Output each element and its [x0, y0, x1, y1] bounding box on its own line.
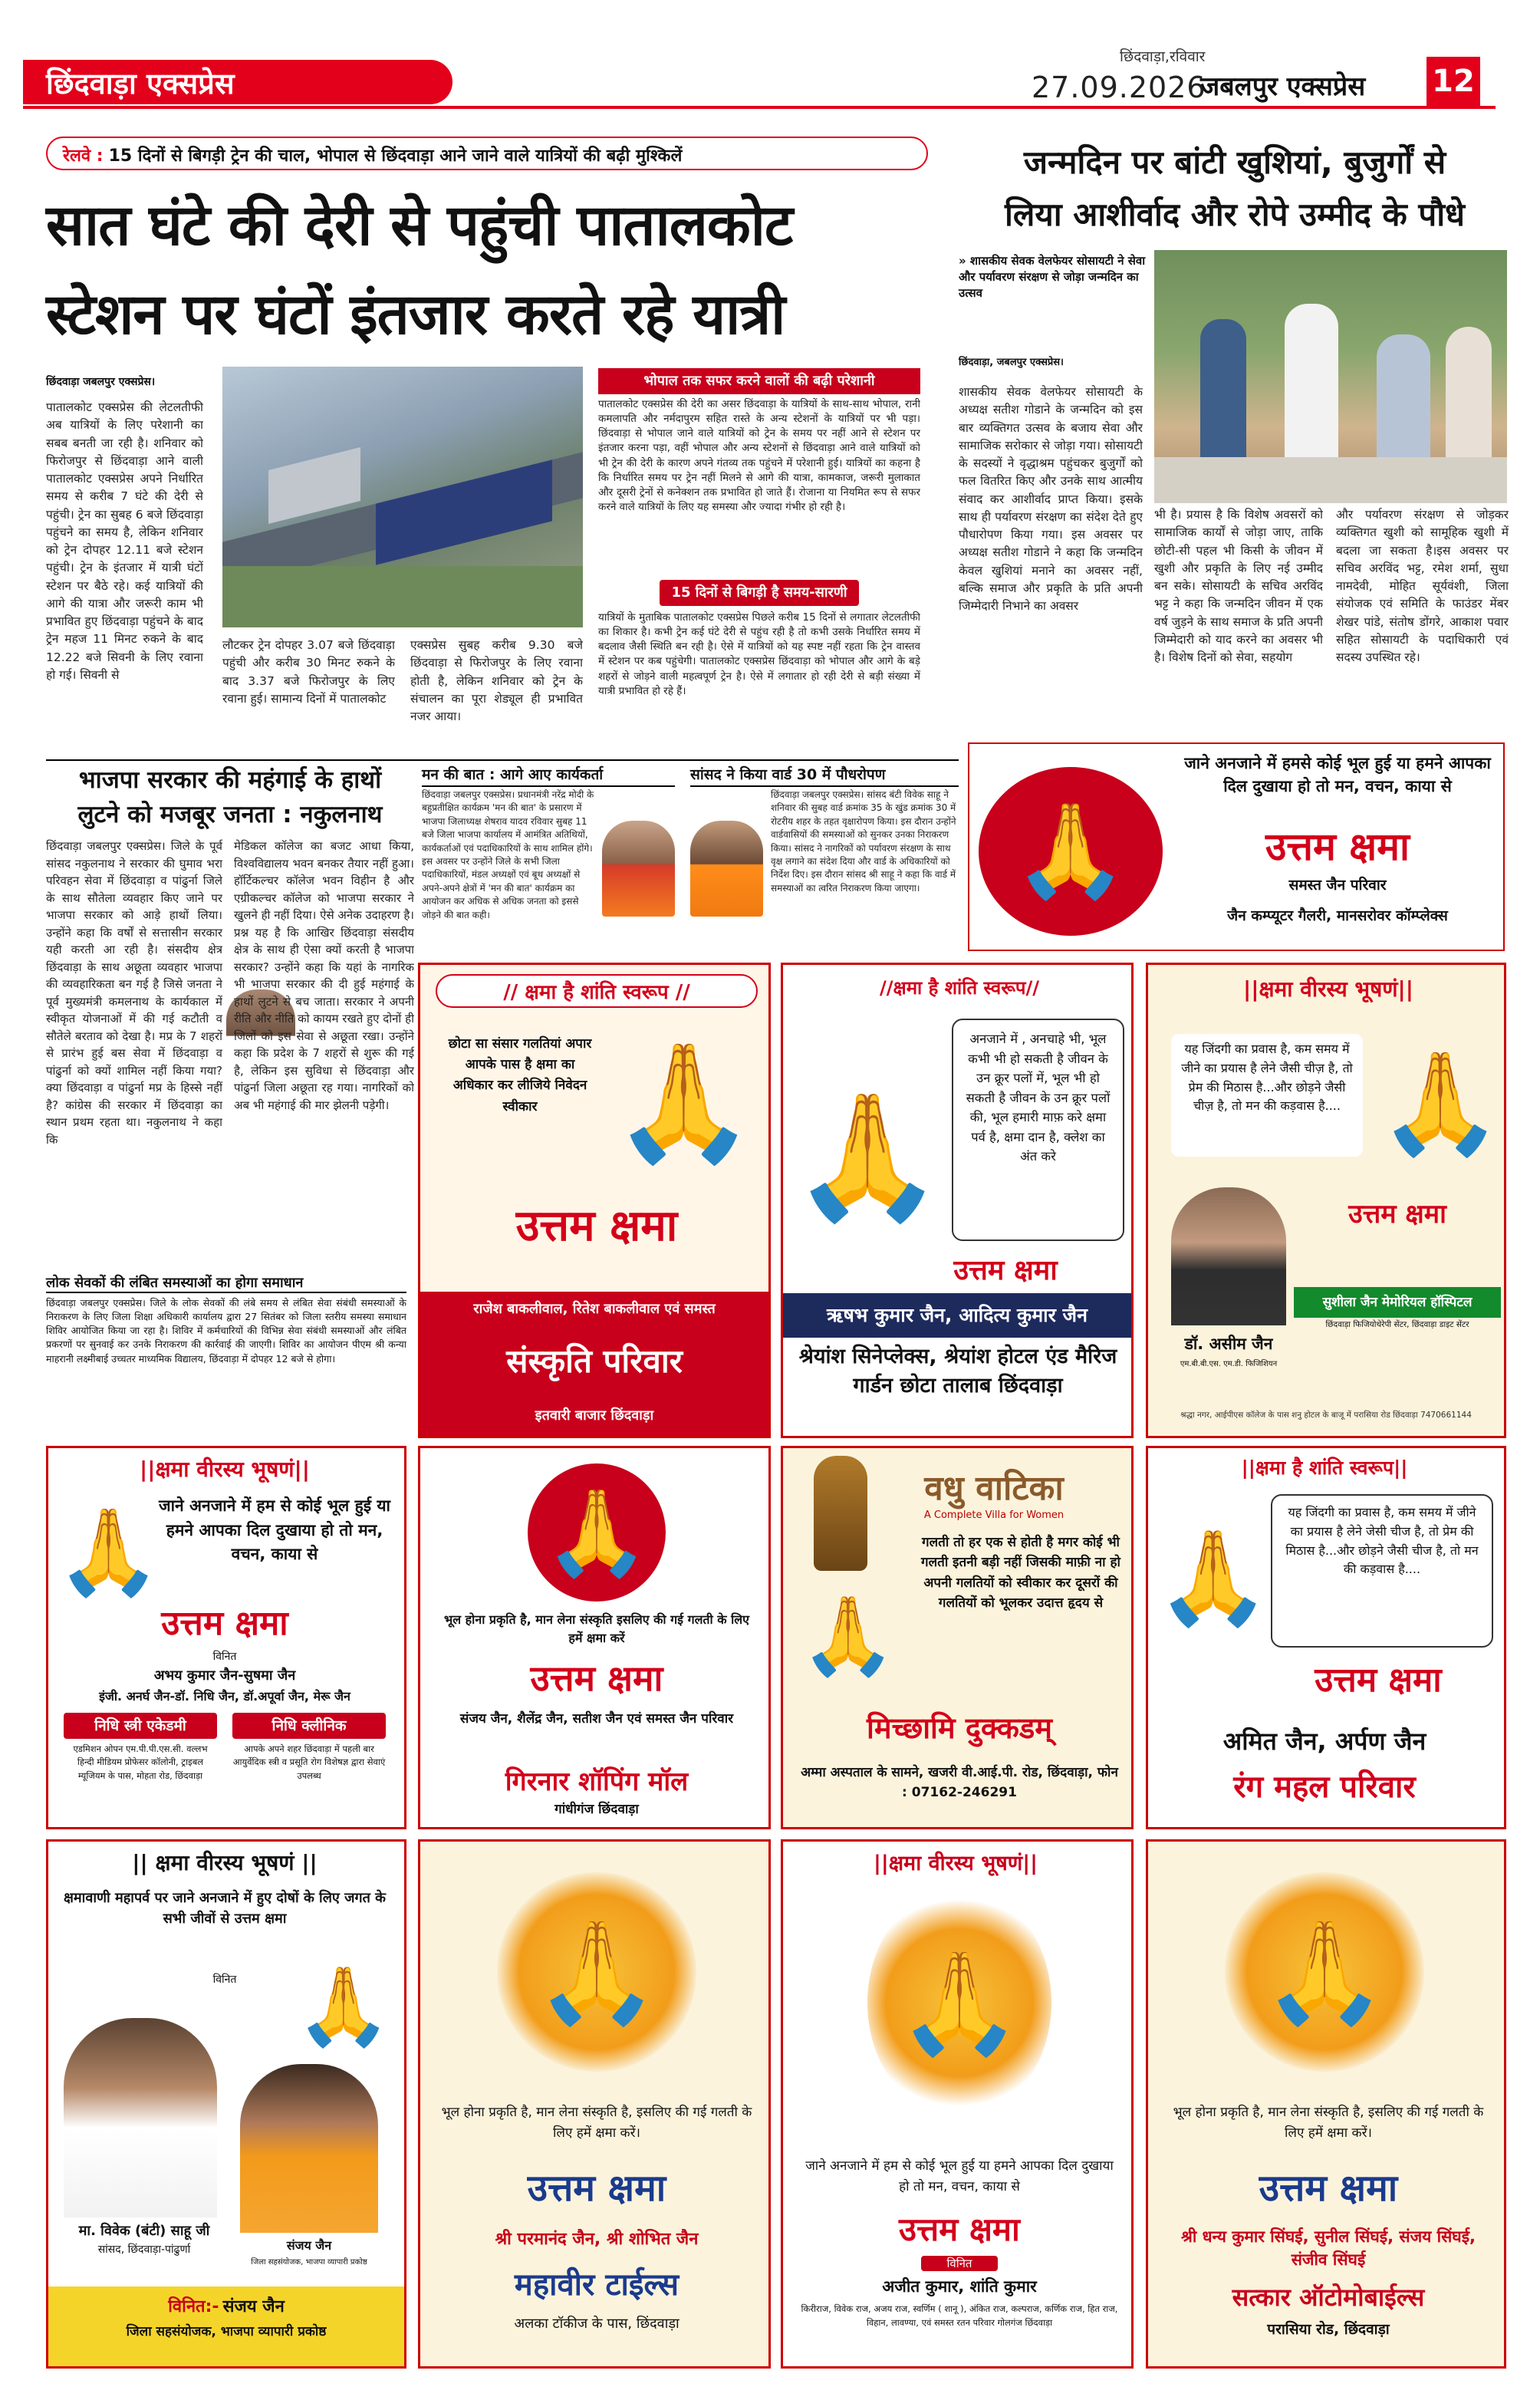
ad-computer-footer: जैन कम्प्यूटर गैलरी, मानसरोवर कॉम्प्लेक्स	[1227, 907, 1448, 924]
birthday-headline-2: लिया आशीर्वाद और रोपे उम्मीद के पौधे	[1005, 196, 1465, 233]
praying-hands-icon: 🙏	[800, 1591, 897, 1681]
ad-girnar-place: गांधीगंज छिंदवाड़ा	[554, 1802, 639, 1817]
praying-hands-icon: 🙏	[867, 1888, 1051, 2118]
birthday-byline: छिंदवाड़ा, जबलपुर एक्सप्रेस।	[959, 357, 1064, 368]
birthday-kicker: » शासकीय सेवक वेलफेयर सोसायटी ने सेवा और पर्यावरण संरक्षण से जोड़ा जन्मदिन का उत्सव	[959, 254, 1146, 300]
ad-girnar	[418, 1446, 771, 1829]
ad-sanskriti-place: इतवारी बाजार छिंदवाड़ा	[420, 1396, 768, 1436]
ad-sanskriti	[418, 963, 771, 1438]
lok-headline: लोक सेवकों की लंबित समस्याओं का होगा समाधान	[46, 1273, 406, 1293]
masthead-rule	[23, 106, 1496, 109]
ad-satkar-text: भूल होना प्रकृति है, मान लेना संस्कृति है, इसलिए की गई गलती के लिए हमें क्षमा करें।	[1173, 2105, 1484, 2142]
ad-vivek	[46, 1839, 406, 2369]
sanjay-photo	[240, 2064, 378, 2233]
lead-headline-1: सात घंटे की देरी से पहुंची पातालकोट	[46, 193, 793, 258]
ad-nidhi-text: जाने अनजाने में हम से कोई भूल हुई या हमने आपका दिल दुखाया हो तो मन, वचन, काया से	[159, 1496, 390, 1563]
praying-hands-icon: 🙏	[497, 1872, 696, 2072]
ad-vadhu-text: गलती तो हर एक से होती है मगर कोई भी गलती इतनी बड़ी नहीं जिसकी माफ़ी ना हो अपनी गलतियों को स्वीकार कर दूसरों की गलतियों को भूलकर उदात्त हृदय से	[921, 1535, 1120, 1612]
ad-nidhi-names: अभय कुमार जैन-सुषमा जैन	[153, 1667, 296, 1684]
doctor-photo	[1171, 1187, 1286, 1325]
ad-sanskriti-text: छोटा सा संसार गलतियां अपार आपके पास है क्षमा का अधिकार कर लीजिये निवेदन स्वीकार	[448, 1036, 592, 1114]
ad-ajit-title: उत्तम क्षमा	[899, 2211, 1020, 2248]
ad-vivek-person1-role: सांसद, छिंदवाड़ा-पांढुर्णा	[97, 2244, 191, 2256]
mann-text: छिंदवाड़ा जबलपुर एक्सप्रेस। प्रधानमंत्री नरेंद्र मोदी के बहुप्रतीक्षित कार्यक्रम 'मन की बात' के प्रसारण में भाजपा जिलाध्यक्ष शेषराव यादव रविवार सुबह 11 बजे जिला भाजपा कार्यालय में आमंत्रित अतिथियों, कार्यकर्ताओं एवं पदाधिकारियों के साथ शामिल होंगे। इस अवसर पर उन्होंने जिले के सभी जिला पदाधिकारियों, मंडल अध्यक्षों एवं बूथ अध्यक्षों से अपने-अपने क्षेत्रों में 'मन की बात' कार्यक्रम का आयोजन कर अधिक से अधिक जनता को इससे जोड़ने की बात कही।	[422, 789, 594, 920]
station-photo	[222, 367, 583, 627]
railway-text: 15 दिनों से बिगड़ी ट्रेन की चाल, भोपाल से छिंदवाड़ा आने जाने वाले यात्रियों की बढ़ी मुश्किलें	[108, 147, 683, 166]
ad-computer-sub: समस्त जैन परिवार	[1288, 877, 1387, 894]
ad-rishabh	[781, 963, 1134, 1438]
ad-girnar-text: भूल होना प्रकृति है, मान लेना संस्कृति इसलिए की गई गलती के लिए हमें क्षमा करें	[444, 1612, 749, 1645]
sansad-text: छिंदवाड़ा जबलपुर एक्सप्रेस। सांसद बंटी विवेक साहू ने शनिवार की सुबह वार्ड क्रमांक 35 के खुंड क्रमांक 30 में रोटरीय शहर के तहत वृक्षारोपण किया। इस दौरान उन्होंने वार्डवासियों की समस्याओं को सुनकर उनका निराकरण किया। सांसद ने नागरिकों को पर्यावरण संरक्षण के साथ वृक्ष लगाने का संदेश दिया और वार्ड के अधिकारियों को निर्देश दिए। इस दौरान सांसद श्री साहू ने कहा कि वार्ड में समस्याओं का त्वरित निराकरण किया जाएगा।	[771, 789, 956, 894]
ad-nidhi-box1-text: एडमिशन ओपन एम.पी.पी.एस.सी. वल्लभ हिन्दी मीडियम प्रोफेसर कॉलोनी, ट्राइबल म्यूजियम के पास, मोहता रोड, छिंदवाड़ा	[73, 1743, 208, 1781]
ad-computer-text: जाने अनजाने में हमसे कोई भूल हुई या हमने आपका दिल दुखाया हो तो मन, वचन, काया से	[1184, 754, 1491, 796]
ad-sanskriti-banner: // क्षमा है शांति स्वरूप //	[436, 974, 758, 1008]
mann-headline: मन की बात : आगे आए कार्यकर्ता	[422, 764, 675, 787]
ad-rishabh-poem: अनजाने में , अनचाहे भी, भूल कभी भी हो सकती है जीवन के उन क्रूर पलों में, भूल भी हो सकती है जीवन के उन क्रूर पलों की, भूल हमारी माफ़ करे क्षमा पर्व है, क्षमा दान है, क्लेश का अंत करे	[952, 1019, 1124, 1241]
ad-rangmahal-title: उत्तम क्षमा	[1315, 1661, 1442, 1700]
lead-col1: पातालकोट एक्सप्रेस की लेटलतीफी अब यात्रियों के लिए परेशानी का सबब बनती जा रही है। शनिवार को फिरोजपुर से छिंदवाड़ा आने वाली पातालकोट एक्सप्रेस अपने निर्धारित समय से करीब 7 घंटे की देरी से पहुंची। ट्रेन का सुबह 6 बजे छिंदवाड़ा पहुंचने का समय है, लेकिन शनिवार को ट्रेन दोपहर 12.11 बजे स्टेशन पहुंची। ट्रेन के इंतजार में यात्री घंटों स्टेशन पर बैठे रहे। कई यात्रियों की आगे की यात्रा और जरूरी काम भी प्रभावित हुए छिंदवाड़ा पहुंचने के बाद ट्रेन महज 11 मिनट रुकने के बाद 12.22 बजे सिवनी के लिए रवाना हो गई। सिवनी से	[46, 400, 203, 682]
ad-nidhi-box1: निधि स्त्री एकेडमी	[64, 1713, 217, 1739]
ad-vivek-vinit: विनित	[212, 1974, 237, 1986]
ad-sanskriti-title: उत्तम क्षमा	[515, 1200, 678, 1251]
ad-mahavir-title: उत्तम क्षमा	[527, 2167, 666, 2210]
paper-name: जबलपुर एक्सप्रेस	[1200, 71, 1366, 102]
ad-nidhi-vinit: विनित	[212, 1651, 237, 1663]
birthday-col1: शासकीय सेवक वेलफेयर सोसायटी के अध्यक्ष सतीश गोडाने के जन्मदिन को इस बार व्यक्तिगत उत्सव के बजाय सेवा और सामाजिक सरोकार से जोड़ा गया। सोसायटी के सदस्यों ने वृद्धाश्रम पहुंचकर बुजुर्गों को फल वितरित किए और उनके साथ आत्मीय संवाद कर आशीर्वाद प्राप्त किया। इसके साथ ही पर्यावरण संरक्षण का संदेश देते हुए पौधारोपण किया गया। इस अवसर पर अध्यक्ष सतीश गोडाने ने कहा कि जन्मदिन केवल खुशियां मनाने का अवसर नहीं, बल्कि समाज और प्रकृति के प्रति अपनी जिम्मेदारी निभाने का अवसर	[959, 385, 1143, 613]
ad-vivek-footer-label: विनित:-	[168, 2297, 219, 2316]
ad-satkar-place: परासिया रोड, छिंदवाड़ा	[1267, 2321, 1390, 2338]
ad-vivek-banner: || क्षमा वीरस्य भूषणं ||	[132, 1850, 318, 1875]
page-number: 12	[1426, 57, 1480, 106]
woman-figure-icon	[814, 1456, 867, 1571]
praying-hands-icon: 🙏	[1156, 1525, 1271, 1631]
ad-rangmahal-banner: ||क्षमा है शांति स्वरूप||	[1241, 1457, 1408, 1479]
ad-sushila-title: उत्तम क्षमा	[1348, 1199, 1446, 1230]
ad-satkar-business: सत्कार ऑटोमोबाईल्स	[1232, 2283, 1425, 2312]
praying-hands-icon: 🙏	[1225, 1872, 1424, 2072]
lead-headline-2: स्टेशन पर घंटों इंतजार करते रहे यात्री	[46, 281, 785, 347]
ad-vivek-text: क्षमावाणी महापर्व पर जाने अनजाने में हुए दोषों के लिए जगत के सभी जीवों से उत्तम क्षमा	[64, 1890, 386, 1927]
birthday-photo	[1154, 250, 1507, 503]
ad-vivek-footer-name: संजय जैन	[222, 2297, 285, 2316]
lead-box1-title: भोपाल तक सफर करने वालों की बढ़ी परेशानी	[598, 368, 920, 394]
ad-vadhu-address: अम्मा अस्पताल के सामने, खजरी वी.आई.पी. रोड, छिंदवाड़ा, फोन : 07162-246291	[801, 1765, 1118, 1801]
ad-satkar-names: श्री धन्य कुमार सिंघई, सुनील सिंघई, संजय सिंघई, संजीव सिंघई	[1181, 2227, 1476, 2270]
ad-nidhi-title: उत्तम क्षमा	[161, 1604, 288, 1643]
ad-rangmahal-text: यह जिंदगी का प्रवास है, कम समय में जीने का प्रयास है लेने जेसी चीज है, तो प्रेम की मिठास है...और छोड़ने जैसी चीज है, तो मन की कड़वास है....	[1271, 1494, 1493, 1648]
ad-sanskriti-family: संस्कृति परिवार	[420, 1327, 768, 1396]
ad-sanskriti-names: राजेश बाकलीवाल, रितेश बाकलीवाल एवं समस्त	[420, 1292, 768, 1327]
ad-nidhi	[46, 1446, 406, 1829]
ad-sushila-doctor: डॉ. असीम जैन	[1184, 1335, 1273, 1353]
ad-computer-gallery	[968, 742, 1505, 951]
praying-hands-icon: 🙏	[1378, 1045, 1502, 1161]
praying-hands-icon: 🙏	[612, 1036, 755, 1170]
bjp-col1: छिंदवाड़ा जबलपुर एक्सप्रेस। जिले के पूर्व सांसद नकुलनाथ ने सरकार की घुमाव भरा परिवहन सेवा में छिंदवाड़ा व पांढुर्ना जिले के साथ सौतेला व्यवहार किए जाने पर भाजपा सरकार को आड़े हाथों लिया। उन्होंने कहा कि वर्षों से सत्तासीन सरकार यही करती आ रही है। संसदीय क्षेत्र छिंदवाड़ा के साथ अछूता व्यवहार भाजपा की व्यवहारिकता बन गई है जिसे जनता ने पूर्व मुख्यमंत्री कमलनाथ के कार्यकाल में स्वीकृत योजनाओं में की गई कटौती व सौतेले बरताव को देखा है। मप्र के 7 शहरों से प्रारंभ हुई बस सेवा में छिंदवाड़ा व पांढुर्ना को क्यों शामिल नहीं किया गया? क्या छिंदवाड़ा व पांढुर्ना मप्र के हिस्से नहीं है? कांग्रेस की सरकार में छिंदवाड़ा का स्थान प्रथम रहता था। नकुलनाथ ने कहा कि	[46, 839, 222, 1147]
dateline: छिंदवाड़ा,रविवार	[1120, 48, 1206, 65]
masthead: छिंदवाड़ा एक्सप्रेस	[23, 60, 452, 104]
ad-nidhi-names2: इंजी. अनर्घ जैन-डॉ. निधि जैन, डॉ.अपूर्वा जैन, मेरू जैन	[99, 1689, 350, 1704]
ad-nidhi-box2-text: आपके अपने शहर छिंदवाड़ा में पहली बार आयुर्वेदिक स्त्री व प्रसूति रोग विशेषज्ञ द्वारा सेवाएं उपलब्ध	[232, 1743, 386, 1781]
date: 27.09.2026	[1032, 71, 1206, 104]
lead-box2-text: यात्रियों के मुताबिक पातालकोट एक्सप्रेस पिछले करीब 15 दिनों से लगातार लेटलतीफी का शिकार है। कभी ट्रेन कई घंटे देरी से पहुंच रही है तो कभी उसके निर्धारित समय में बदलाव जैसी स्थिति बन रही है। ऐसे में यात्रियों को यह स्पष्ट नहीं रहता कि ट्रेन वास्तव में स्टेशन पर कब पहुंचेगी। पातालकोट एक्सप्रेस छिंदवाड़ा को भोपाल और आगे के बड़े शहरों से जोड़ने वाली महत्वपूर्ण ट्रेन है। ऐसे में लगातार हो रही देरी से बड़ी संख्या में यात्री प्रभावित हो रहे हैं।	[598, 611, 920, 697]
praying-hands-icon: 🙏	[791, 1085, 944, 1228]
ad-ajit-vinit: विनित	[921, 2256, 998, 2271]
ad-mahavir-names: श्री परमानंद जैन, श्री शोभित जैन	[495, 2230, 699, 2249]
ad-sushila	[1146, 963, 1506, 1438]
ad-girnar-title: उत्तम क्षमा	[530, 1658, 663, 1699]
vivek-photo	[64, 2018, 217, 2217]
ad-girnar-names: संजय जैन, शैलेंद्र जैन, सतीश जैन एवं समस्त जैन परिवार	[459, 1711, 734, 1727]
ad-sushila-hospital: सुशीला जैन मेमोरियल हॉस्पिटल	[1294, 1287, 1501, 1318]
ad-computer-title: उत्तम क्षमा	[1265, 824, 1410, 869]
bjp-headline-1: भाजपा सरकार की महंगाई के हाथों	[78, 766, 382, 794]
birthday-col3: और पर्यावरण संरक्षण से जोड़कर व्यक्तिगत खुशी को सामूहिक खुशी में बदला जा सकता है।इस अवसर पर सचिव अरविंद भट्ट, रमेश शर्मा, सुधा नामदेवी, मोहित सूर्यवंशी, जिला संयोजक एवं समिति के फाउंडर मेंबर शेखर पांडे, संतोष डोंगरे, आकाश पवार सहित सोसायटी के पदाधिकारी एवं सदस्य उपस्थित रहे।	[1336, 508, 1509, 664]
praying-hands-icon: 🙏	[295, 1961, 392, 2051]
ad-ajit-banner: ||क्षमा वीरस्य भूषणं||	[873, 1852, 1038, 1875]
sheshrao-photo	[602, 821, 675, 917]
railway-tag: रेलवे :	[63, 147, 104, 166]
railway-strip	[46, 137, 928, 170]
ad-vadhu-title: मिच्छामि दुक्कडम्	[867, 1710, 1052, 1745]
rule-h1	[46, 759, 959, 761]
ad-rishabh-title: उत्तम क्षमा	[953, 1254, 1058, 1286]
ad-mahavir	[418, 1839, 771, 2369]
ad-satkar	[1146, 1839, 1506, 2369]
ad-vivek-footer-role: जिला सहसंयोजक, भाजपा व्यापारी प्रकोष्ठ	[126, 2324, 327, 2339]
ad-ajit	[781, 1839, 1134, 2369]
lead-box2-title: 15 दिनों से बिगड़ी है समय-सारणी	[660, 580, 859, 606]
ad-nidhi-box2: निधि क्लीनिक	[232, 1713, 386, 1739]
ad-rishabh-banner: //क्षमा है शांति स्वरूप//	[879, 977, 1040, 999]
ad-ajit-text: जाने अनजाने में हम से कोई भूल हुई या हमने आपका दिल दुखाया हो तो मन, वचन, काया से	[805, 2158, 1114, 2195]
ad-mahavir-business: महावीर टाईल्स	[514, 2267, 680, 2303]
lead-col2: लौटकर ट्रेन दोपहर 3.07 बजे छिंदवाड़ा पहुंची और करीब 30 मिनट रुकने के बाद 3.37 बजे फिरोजपुर के लिए रवाना हुई। सामान्य दिनों में पातालकोट	[222, 638, 395, 706]
lok-text: छिंदवाड़ा जबलपुर एक्सप्रेस। जिले के लोक सेवकों की लंबे समय से लंबित सेवा संबंधी समस्याओं के निराकरण के लिए जिला शिक्षा अधिकारी कार्यालय द्वारा 27 सितंबर को जिला स्तरीय समस्या समाधान शिविर आयोजित किया जा रहा है। शिविर में कर्मचारियों की विभिन्न सेवा संबंधी समस्याओं और लंबित प्रकरणों पर सुनवाई कर उनके निराकरण की कार्रवाई की जाएगी। शिविर का आयोजन पीएम श्री कन्या माहरानी लक्ष्मीबाई उच्चतर माध्यमिक विद्यालय, छिंदवाड़ा में दोपहर 12 बजे से होगा।	[46, 1297, 406, 1365]
bjp-headline-2: लुटने को मजबूर जनता : नकुलनाथ	[77, 801, 383, 828]
ad-sushila-banner: ||क्षमा वीरस्य भूषणं||	[1243, 976, 1413, 1002]
ad-mahavir-place: अलका टॉकीज के पास, छिंदवाड़ा	[514, 2316, 680, 2332]
lead-box1-text: पातालकोट एक्सप्रेस की देरी का असर छिंदवाड़ा के यात्रियों के साथ-साथ भोपाल, रानी कमलापति और नर्मदापुरम सहित रास्ते के अन्य स्टेशनों के यात्रियों पर भी पड़ा। छिंदवाड़ा से भोपाल जाने वाले यात्रियों को ट्रेन के समय पर नहीं आने से स्टेशन पर इंतजार करना पड़ा, वहीं भोपाल और अन्य स्टेशनों से छिंदवाड़ा आने वाले यात्रियों को भी ट्रेन की देरी के कारण अपने गंतव्य तक पहुंचने में परेशानी हुई। यात्रियों का कहना है कि निर्धारित समय पर ट्रेन नहीं मिलने से आगे की यात्रा, कामकाज, जरूरी मुलाकात और दूसरी ट्रेनों से कनेक्शन तक प्रभावित हो जाते हैं। रोजाना या नियमित रूप से सफर करने वाले यात्रियों के लिए यह समस्या और ज्यादा गंभीर हो रही है।	[598, 398, 920, 514]
ad-rishabh-business: श्रेयांश सिनेप्लेक्स, श्रेयांश होटल एंड मैरिज गार्डन छोटा तालाब छिंदवाड़ा	[798, 1345, 1117, 1398]
praying-hands-icon: 🙏	[979, 767, 1163, 936]
ad-sushila-doctor-deg: एम.बी.बी.एस. एम.डी. फिजिशियन	[1180, 1360, 1278, 1368]
ad-vadhu-vatika	[781, 1446, 1134, 1829]
ad-girnar-business: गिरनार शॉपिंग मॉल	[505, 1766, 689, 1797]
ad-satkar-title: उत्तम क्षमा	[1259, 2167, 1398, 2210]
ad-rangmahal-family: रंग महल परिवार	[1233, 1770, 1416, 1805]
birthday-col2: भी है। प्रयास है कि विशेष अवसरों को सामाजिक कार्यों से जोड़ा जाए, ताकि छोटी-सी पहल भी किसी के जीवन में खुशी और प्रकृति के लिए नई उम्मीद बन सके। सोसायटी के सचिव अरविंद भट्ट ने कहा कि जन्मदिन जीवन में एक वर्ष जुड़ने के साथ समाज के प्रति अपनी जिम्मेदारी को याद करने का अवसर भी है। विशेष दिनों को सेवा, सहयोग	[1154, 508, 1323, 664]
ad-vivek-person1: मा. विवेक (बंटी) साहू जी	[78, 2223, 210, 2239]
sansad-headline: सांसद ने किया वार्ड 30 में पौधरोपण	[690, 764, 959, 787]
ad-sushila-footer: श्रद्धा नगर, आईपीएस कॉलेज के पास शनु होटल के बाजू में परासिया रोड छिंदवाड़ा 7470661144	[1180, 1411, 1472, 1420]
birthday-headline-1: जन्मदिन पर बांटी खुशियां, बुजुर्गों से	[1023, 143, 1446, 181]
ad-rangmahal	[1146, 1446, 1506, 1829]
sansad-photo	[690, 821, 763, 917]
ad-ajit-members: किरीराज, विवेक राज, अजय राज, स्वर्णिम ( शानू ), अंकित राज, कल्पराज, कर्णिक राज, हित राज, विहान, लावण्या, एवं समस्त रतन परिवार गोलगंज छिंदवाड़ा	[801, 2303, 1118, 2329]
ad-rishabh-names: ऋषभ कुमार जैन, आदित्य कुमार जैन	[783, 1293, 1131, 1338]
lead-byline: छिंदवाड़ा जबलपुर एक्सप्रेस।	[46, 376, 156, 388]
praying-hands-icon: 🙏	[528, 1463, 666, 1602]
ad-ajit-names: अजीत कुमार, शांति कुमार	[882, 2277, 1037, 2296]
ad-sushila-text: यह जिंदगी का प्रवास है, कम समय में जीने का प्रयास है लेने जैसी चीज़ है, तो प्रेम की मिठास है...और छोड़ने जैसी चीज़ है, तो मन की कड़वास है....	[1171, 1034, 1363, 1157]
ad-vadhu-logo: वधु वाटिका	[924, 1469, 1064, 1508]
lead-col3: एक्सप्रेस सुबह करीब 9.30 बजे छिंदवाड़ा से फिरोजपुर के लिए रवाना होती है, लेकिन शनिवार को ट्रेन के संचालन का पूरा शेड्यूल ही प्रभावित नजर आया।	[410, 638, 583, 723]
ad-rangmahal-names: अमित जैन, अर्पण जैन	[1222, 1727, 1426, 1756]
ad-vivek-person2-role: जिला सहसंयोजक, भाजपा व्यापारी प्रकोष्ठ	[251, 2258, 367, 2267]
ad-sushila-hospital-sub: छिंदवाड़ा फिजियोथेरेपी सेंटर, छिंदवाड़ा डाइट सेंटर	[1325, 1320, 1469, 1329]
ad-vivek-person2: संजय जैन	[286, 2238, 332, 2253]
ad-vadhu-logo-sub: A Complete Villa for Women	[923, 1509, 1065, 1521]
ad-vivek-footer	[48, 2286, 404, 2366]
bjp-col2: मेडिकल कॉलेज का बजट आधा किया, विश्वविद्यालय भवन बनकर तैयार नहीं हुआ। हॉर्टिकल्चर कॉलेज भवन विहीन है और एग्रीकल्चर कॉलेज को भाजपा सरकार ने खुलने ही नहीं दिया। ऐसे अनेक उदाहरण है। प्रश्न यह है कि आखिर छिंदवाड़ा संसदीय क्षेत्र के साथ ही ऐसा क्यों करती है भाजपा सरकार? उन्होंने कहा कि यहां के नागरिक भी भाजपा सरकार की दी हुई महंगाई के हाथों लुटने से बच जाता। सरकार ने अपनी रीति और नीति को कायम रखते हुए दोनों ही जिलों को इस सेवा से अछूता रखा। उन्होंने कहा कि प्रदेश के 7 शहरों से शुरू की गई है, लेकिन इस सुविधा से छिंदवाड़ा और पांढुर्ना जिला अछूता रह गया। नागरिकों को अब भी महंगाई की मार झेलनी पड़ेगी।	[234, 839, 414, 1112]
ad-mahavir-text: भूल होना प्रकृति है, मान लेना संस्कृति है, इसलिए की गई गलती के लिए हमें क्षमा करें।	[441, 2105, 752, 2142]
ad-nidhi-banner: ||क्षमा वीरस्य भूषणं||	[140, 1457, 310, 1482]
praying-hands-icon: 🙏	[56, 1503, 161, 1601]
